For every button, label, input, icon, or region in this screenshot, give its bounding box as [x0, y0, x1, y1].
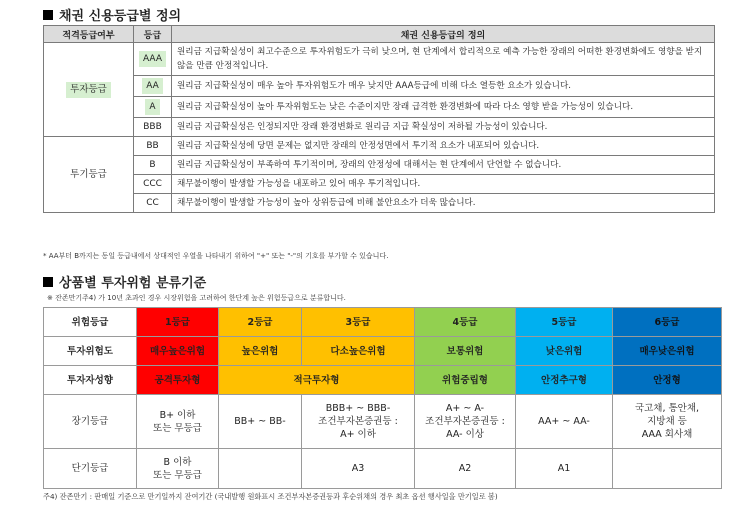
short-term-rating-row — [44, 449, 722, 489]
risk-6-cell: 매우낮은위험 — [613, 337, 722, 366]
grade-cell: CC — [134, 194, 172, 213]
definition-cell: 원리금 지급확실성이 높아 투자위험도는 낮은 수준이지만 장래 급격한 환경변화에 따라 다소 영향 받을 가능성이 있습니다. — [172, 97, 715, 118]
tendency-neutral-cell: 위험중립형 — [415, 366, 516, 395]
grade-cell — [134, 97, 172, 118]
short-2-cell — [219, 449, 302, 489]
grade-cell: BBB — [134, 118, 172, 137]
section2-note: ※ 잔존만기주4) 가 10년 초과인 경우 시장위험을 고려하여 한단계 높은 위험등급으로 분류합니다. — [47, 294, 346, 302]
grade-cell: BB — [134, 137, 172, 156]
category-investment-grade — [44, 43, 134, 137]
short-6-cell — [613, 449, 722, 489]
section-title-credit-rating — [43, 5, 181, 24]
footnote: 주4) 잔존만기 : 판매일 기준으로 만기일까지 잔여기간 (국내발행 원화표시 조건부자본증권등과 후순위채의 경우 최초 옵션 행사일을 만기일로 봄) — [43, 492, 498, 501]
section-title-risk-classification — [43, 272, 206, 291]
definition-cell: 원리금 지급확실성이 부족하여 투기적이며, 장래의 안정성에 대해서는 현 단계에서 단언할 수 없습니다. — [172, 156, 715, 175]
risk-grade-row — [44, 308, 722, 337]
cell-line: B+ 이하 — [159, 409, 196, 421]
table-row — [44, 137, 715, 156]
definition-cell: 원리금 지급확실성은 인정되지만 장래 환경변화로 원리금 지급 확실성이 저하될 가능성이 있습니다. — [172, 118, 715, 137]
row-label: 장기등급 — [44, 395, 137, 449]
risk-classification-table — [43, 307, 722, 489]
cell-line: A+ 이하 — [340, 429, 376, 440]
row-label: 위험등급 — [44, 308, 137, 337]
row-label: 투자위험도 — [44, 337, 137, 366]
table-row — [44, 76, 715, 97]
risk-5-cell: 낮은위험 — [516, 337, 613, 366]
cell-line: 국고채, 통안채, — [634, 403, 700, 414]
header-grade: 등급 — [134, 26, 172, 43]
cell-line: A3 — [351, 463, 365, 474]
square-bullet-icon — [43, 10, 53, 20]
short-1-cell — [137, 449, 219, 489]
long-4-cell — [415, 395, 516, 449]
grade-5-cell: 5등급 — [516, 308, 613, 337]
table-row — [44, 118, 715, 137]
cell-line: 또는 무등급 — [153, 469, 202, 481]
grade-cell — [134, 43, 172, 76]
tendency-stable-cell: 안정형 — [613, 366, 722, 395]
definition-cell: 원리금 지급확실성에 당면 문제는 없지만 장래의 안정성면에서 투기적 요소가 내포되어 있습니다. — [172, 137, 715, 156]
grade-3-cell: 3등급 — [302, 308, 415, 337]
square-bullet-icon — [43, 277, 53, 287]
cell-line: 지방채 등 — [647, 416, 687, 427]
row-label: 단기등급 — [44, 449, 137, 489]
table-row — [44, 97, 715, 118]
long-2-cell — [219, 395, 302, 449]
cell-line: 조건부자본증권등 : — [318, 416, 398, 427]
cell-line: B 이하 — [163, 456, 192, 468]
short-4-cell — [415, 449, 516, 489]
table-row — [44, 175, 715, 194]
table-row — [44, 156, 715, 175]
short-3-cell — [302, 449, 415, 489]
long-1-cell — [137, 395, 219, 449]
tendency-active-cell: 적극투자형 — [219, 366, 415, 395]
grade-cell: B — [134, 156, 172, 175]
long-3-cell — [302, 395, 415, 449]
definition-cell: 원리금 지급확실성이 매우 높아 투자위험도가 매우 낮지만 AAA등급에 비해 다소 열등한 요소가 있습니다. — [172, 76, 715, 97]
investor-tendency-row — [44, 366, 722, 395]
cell-line: BBB+ ~ BBB- — [325, 403, 391, 414]
cell-line: AAA 회사채 — [641, 429, 693, 440]
table-header-row — [44, 26, 715, 43]
grade-label: AAA — [139, 51, 166, 67]
grade-cell — [134, 76, 172, 97]
table1-note: * AA부터 B까지는 동일 등급내에서 상대적인 우열을 나타내기 위하여 "+" 또는 "-"의 기호를 부가할 수 있습니다. — [43, 252, 389, 260]
risk-4-cell: 보통위험 — [415, 337, 516, 366]
row-label: 투자자성향 — [44, 366, 137, 395]
grade-4-cell: 4등급 — [415, 308, 516, 337]
cell-line: AA- 이상 — [446, 429, 484, 440]
table-row — [44, 194, 715, 213]
header-definition: 채권 신용등급의 정의 — [172, 26, 715, 43]
grade-cell: CCC — [134, 175, 172, 194]
risk-2-cell: 높은위험 — [219, 337, 302, 366]
grade-2-cell: 2등급 — [219, 308, 302, 337]
risk-1-cell: 매우높은위험 — [137, 337, 219, 366]
header-eligibility: 적격등급여부 — [44, 26, 134, 43]
definition-cell: 원리금 지급확실성이 최고수준으로 투자위험도가 극히 낮으며, 현 단계에서 합리적으로 예측 가능한 장래의 어떠한 환경변화에도 영향을 받지 않을 만큼 안정적입니다. — [172, 43, 715, 76]
table-row — [44, 43, 715, 76]
tendency-stable-seeking-cell: 안정추구형 — [516, 366, 613, 395]
section-title-text: 상품별 투자위험 분류기준 — [59, 276, 207, 291]
category-label: 투자등급 — [66, 82, 111, 98]
risk-level-row — [44, 337, 722, 366]
grade-1-cell: 1등급 — [137, 308, 219, 337]
grade-6-cell: 6등급 — [613, 308, 722, 337]
long-5-cell — [516, 395, 613, 449]
cell-line: 또는 무등급 — [153, 422, 202, 434]
grade-label: AA — [142, 78, 163, 94]
definition-cell: 채무불이행이 발생할 가능성을 내포하고 있어 매우 투기적입니다. — [172, 175, 715, 194]
credit-rating-table — [43, 25, 715, 213]
long-term-rating-row — [44, 395, 722, 449]
cell-line: A2 — [458, 463, 472, 474]
cell-line: A+ ~ A- — [445, 403, 485, 414]
section-title-text: 채권 신용등급별 정의 — [59, 9, 182, 24]
grade-label: A — [145, 99, 159, 115]
category-speculative-grade: 투기등급 — [44, 137, 134, 213]
cell-line: 조건부자본증권등 : — [425, 416, 505, 427]
cell-line: BB+ ~ BB- — [234, 416, 286, 427]
long-6-cell — [613, 395, 722, 449]
tendency-aggressive-cell: 공격투자형 — [137, 366, 219, 395]
cell-line: AA+ ~ AA- — [538, 416, 590, 427]
short-5-cell — [516, 449, 613, 489]
definition-cell: 채무불이행이 발생할 가능성이 높아 상위등급에 비해 불안요소가 더욱 많습니다. — [172, 194, 715, 213]
cell-line: A1 — [557, 463, 571, 474]
risk-3-cell: 다소높은위험 — [302, 337, 415, 366]
